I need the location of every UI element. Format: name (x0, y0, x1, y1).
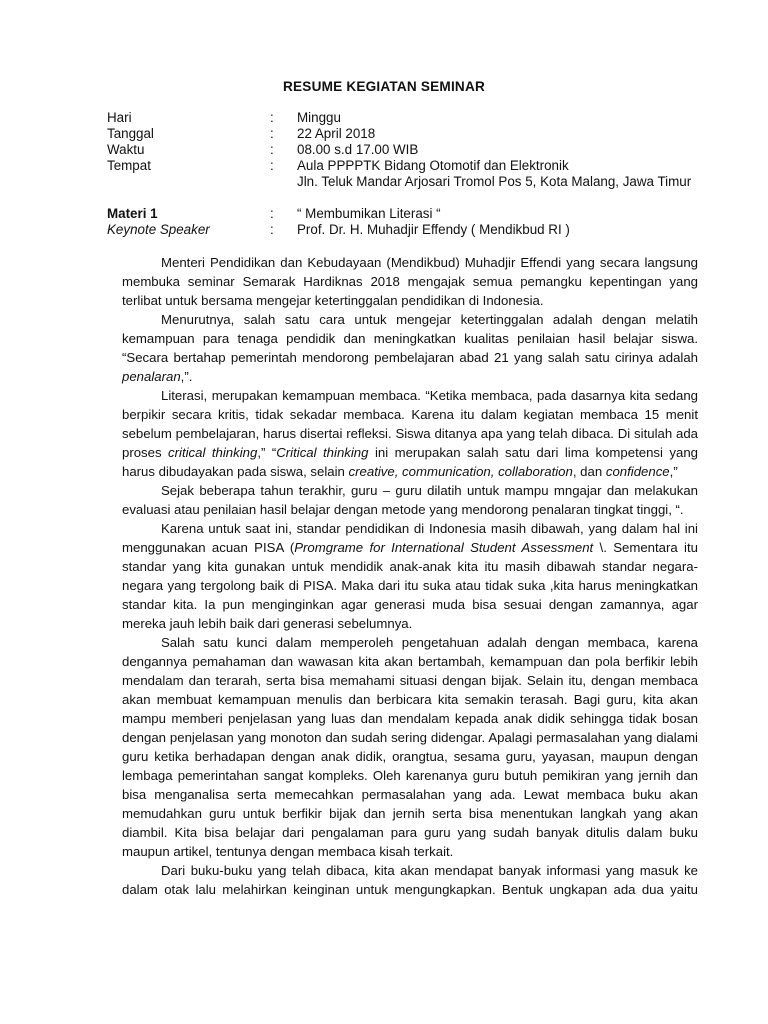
info-colon: : (270, 142, 274, 157)
info-row-materi (107, 206, 707, 222)
materi-label: Materi 1 (107, 206, 158, 221)
info-row-tanggal (107, 126, 707, 142)
paragraph-text: Literasi, merupakan kemampuan membaca. “Ketika membaca, pada dasarnya kita sedang berpikir secara kritis, tidak sekadar membaca. Karena itu dalam kegiatan membaca 15 menit sebelum pembelajaran, harus disertai refleksi. Siswa ditanya apa yang telah dibaca. Di situlah ada proses (122, 388, 698, 460)
info-colon: : (270, 158, 274, 173)
info-row-address (107, 174, 707, 190)
italic-term: Promgrame for International Student Assessment (294, 540, 594, 555)
paragraph-text: ,” “ (257, 445, 277, 460)
info-value: 08.00 s.d 17.00 WIB (297, 142, 419, 157)
paragraph-text: ,”. (180, 369, 193, 384)
paragraph-text: Salah satu kunci dalam memperoleh pengetahuan adalah dengan membaca, karena dengannya pemahaman dan wawasan kita akan bertambah, kemampuan dan pola berfikir lebih mendalam dan terarah, serta bisa memahami situasi dengan bijak. Selain itu, dengan membaca akan membuat kemampuan menulis dan berbicara kita semakin terasah. Bagi guru, kita akan mampu memberi penjelasan yang luas dan mendalam kepada anak didik sehingga tidak bosan dengan penjelasan yang monoton dan sudah sering didengar. Apalagi permasalahan yang dialami guru ketika berhadapan dengan anak didik, orangtua, sesama guru, yayasan, maupun dengan lembaga pemerintahan sangat kompleks. Oleh karenanya guru butuh pemikiran yang jernih dan bisa menganalisa serta memecahkan permasalahan yang ada. Lewat membaca buku akan memudahkan guru untuk berfikir bijak dan jernih serta bisa menentukan langkah yang akan diambil. Kita bisa belajar dari pengalaman para guru yang sudah banyak ditulis dalam buku maupun artikel, tentunya dengan membaca kisah terkait. (122, 635, 698, 859)
paragraph-text: ini merupakan salah satu dari lima kompetensi yang harus dibudayakan pada siswa, selain (122, 445, 698, 479)
info-value: 22 April 2018 (297, 126, 376, 141)
italic-term: critical thinking (168, 445, 258, 460)
info-colon: : (270, 126, 274, 141)
speaker-value: Prof. Dr. H. Muhadjir Effendy ( Mendikbud RI ) (297, 222, 570, 237)
speaker-label: Keynote Speaker (107, 222, 210, 237)
info-value: Jln. Teluk Mandar Arjosari Tromol Pos 5, Kota Malang, Jawa Timur (297, 174, 692, 189)
info-row-waktu (107, 142, 707, 158)
italic-term: confidence (605, 464, 670, 479)
paragraph (122, 481, 698, 519)
body-text (122, 253, 698, 899)
info-label: Tempat (107, 158, 151, 173)
info-row-hari (107, 110, 707, 126)
italic-term: creative, communication, collaboration (348, 464, 573, 479)
paragraph-text: ,” (669, 464, 678, 479)
info-row-speaker (107, 222, 707, 238)
paragraph-text: Karena untuk saat ini, standar pendidikan di Indonesia masih dibawah, yang dalam hal ini menggunakan acuan PISA ( (122, 521, 698, 555)
info-value: Minggu (297, 110, 341, 125)
italic-term: penalaran (122, 369, 181, 384)
paragraph-text: , dan (572, 464, 606, 479)
paragraph (122, 519, 698, 633)
paragraph (122, 861, 698, 899)
info-label: Waktu (107, 142, 145, 157)
document-title: RESUME KEGIATAN SEMINAR (283, 79, 485, 94)
event-info (107, 110, 707, 238)
info-label: Hari (107, 110, 132, 125)
info-colon: : (270, 110, 274, 125)
paragraph-text: \. Sementara itu standar yang kita gunakan untuk mendidik anak-anak kita itu masih dibawah standar negara-negara yang tergolong baik di PISA. Maka dari itu suka atau tidak suka ,kita harus meningkatkan standar kita. Ia pun menginginkan agar generasi muda bisa sesuai dengan zamannya, agar mereka jauh lebih baik dari generasi sebelumnya. (122, 540, 698, 631)
paragraph-text: Dari buku-buku yang telah dibaca, kita akan mendapat banyak informasi yang masuk ke dalam otak lalu melahirkan keinginan untuk mengungkapkan. Bentuk ungkapan ada dua yaitu (122, 863, 698, 897)
paragraph-text: Menteri Pendidikan dan Kebudayaan (Mendikbud) Muhadjir Effendi yang secara langsung membuka seminar Semarak Hardiknas 2018 mengajak semua pemangku kepentingan yang terlibat untuk bersama mengejar ketertinggalan pendidikan di Indonesia. (122, 255, 698, 308)
info-label: Tanggal (107, 126, 154, 141)
italic-term: Critical thinking (276, 445, 369, 460)
paragraph (122, 386, 698, 481)
info-colon: : (270, 222, 274, 237)
paragraph (122, 253, 698, 310)
info-colon: : (270, 206, 274, 221)
paragraph (122, 310, 698, 386)
paragraph (122, 633, 698, 861)
info-row-tempat (107, 158, 707, 174)
materi-value: “ Membumikan Literasi “ (297, 206, 441, 221)
paragraph-text: Sejak beberapa tahun terakhir, guru – guru dilatih untuk mampu mngajar dan melakukan evaluasi atau penilaian hasil belajar dengan metode yang mendorong penalaran tingkat tinggi, “. (122, 483, 698, 517)
paragraph-text: Menurutnya, salah satu cara untuk mengejar ketertinggalan adalah dengan melatih kemampuan para tenaga pendidik dan meningkatkan kualitas penilaian hasil belajar siswa. “Secara bertahap pemerintah mendorong pembelajaran abad 21 yang salah satu cirinya adalah (122, 312, 698, 365)
info-value: Aula PPPPTK Bidang Otomotif dan Elektronik (297, 158, 569, 173)
